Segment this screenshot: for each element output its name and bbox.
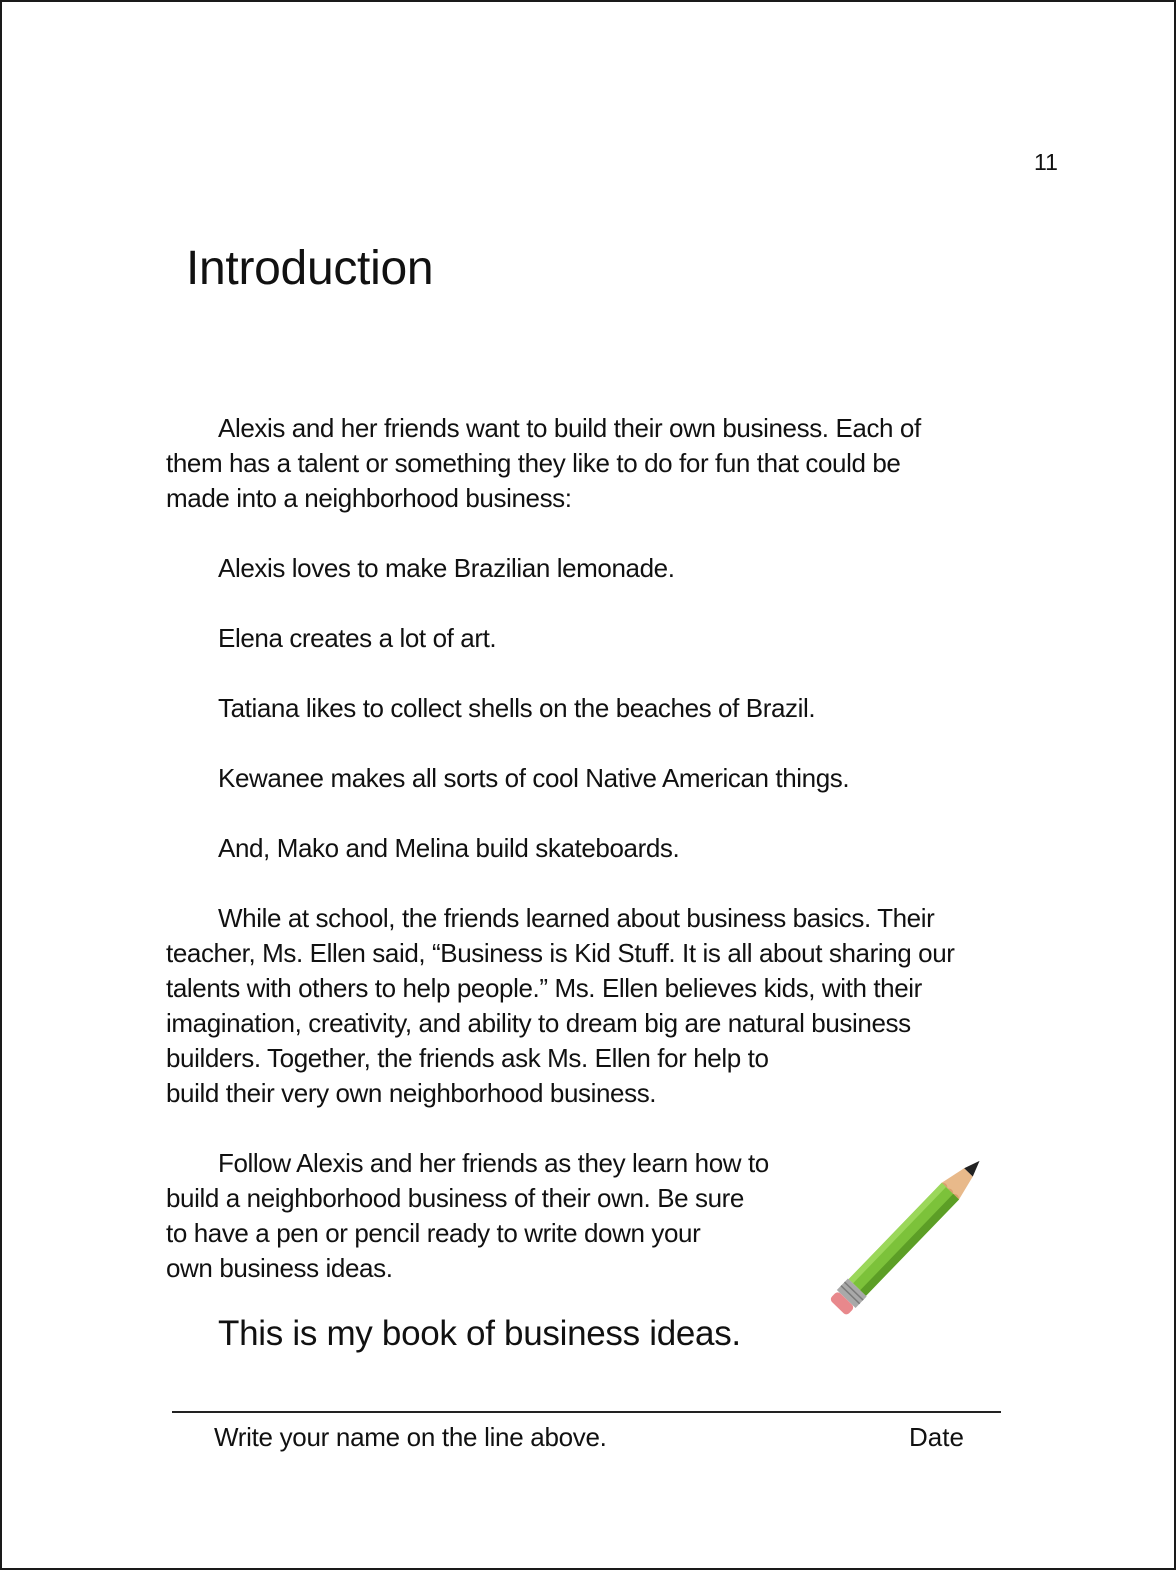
pencil-highlight [849,1183,946,1284]
paragraph-line: imagination, creativity, and ability to dream big are natural business [166,1008,911,1038]
paragraph-line: teacher, Ms. Ellen said, “Business is Kid Stuff. It is all about sharing our [166,938,955,968]
paragraph-line: to have a pen or pencil ready to write down your [166,1218,701,1248]
paragraph-line: talents with others to help people.” Ms. Ellen believes kids, with their [166,973,922,1003]
paragraph-line: own business ideas. [166,1253,393,1283]
talent-item-tatiana: Tatiana likes to collect shells on the beaches of Brazil. [218,693,816,723]
paragraph-line: build their very own neighborhood business. [166,1078,657,1108]
paragraph-line: Follow Alexis and her friends as they learn how to [218,1148,769,1178]
name-caption: Write your name on the line above. [214,1422,607,1452]
talent-item-alexis: Alexis loves to make Brazilian lemonade. [218,553,675,583]
paragraph-line: builders. Together, the friends ask Ms. Ellen for help to [166,1043,769,1073]
talent-item-mako-melina: And, Mako and Melina build skateboards. [218,833,680,863]
paragraph-line: made into a neighborhood business: [166,483,572,513]
page-number: 11 [1034,149,1058,175]
paragraph-line: Alexis and her friends want to build their own business. Each of [218,413,921,443]
talent-item-elena: Elena creates a lot of art. [218,623,497,653]
talent-item-kewanee: Kewanee makes all sorts of cool Native American things. [218,763,850,793]
paragraph-line: them has a talent or something they like to do for fun that could be [166,448,901,478]
book-heading: This is my book of business ideas. [218,1314,741,1353]
name-signature-line[interactable] [172,1411,1001,1413]
school-paragraph [166,901,955,1111]
date-caption: Date [909,1422,964,1452]
paragraph-line: build a neighborhood business of their own. Be sure [166,1183,744,1213]
pencil-icon [820,1128,996,1342]
pencil-shadow [860,1194,959,1296]
follow-paragraph [166,1146,769,1286]
page-title: Introduction [186,242,434,295]
pencil-body [849,1183,959,1296]
paragraph-line: While at school, the friends learned about business basics. Their [218,903,935,933]
intro-paragraph [166,411,921,516]
